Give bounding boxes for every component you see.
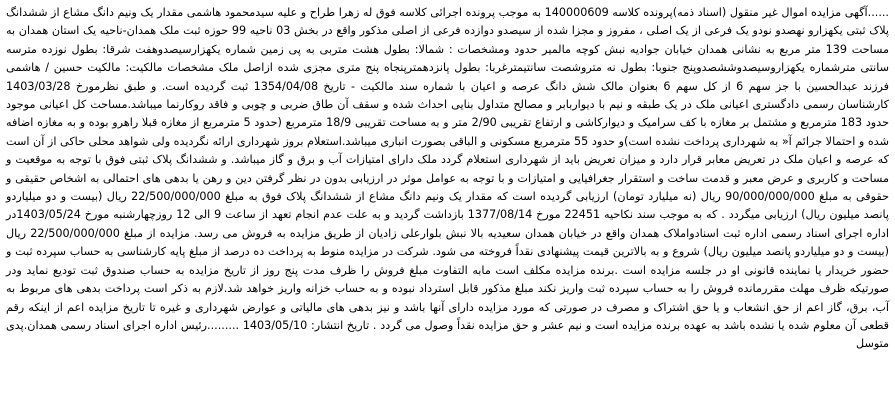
- auction-notice-text: ......آگهی مزایده اموال غیر منقول (اسناد ذمه)پرونده کلاسه 140000609 به موجب پرونده اجرائی کلاسه فوق له زهرا طراح و علیه سیدمحمود هاشمی مقدار یک ونیم دانگ مشاع از ششدانگ پلاک ثبتی یکهزارو نهصدو نودو یک فرعی از یک اصلی ، مفروز و مجزا شده از سیصدو دوازده فرعی از اصلی مذکور واقع در بخش 03 ناحیه 99 حوزه ثبت ملک همدان-ناحیه یک استان همدان به مساحت 139 متر مربع به نشانی همدان خیابان جوادیه نبش کوچه مالمیر حدود ومشخصات : شمالا: بطول هشت متربی به پی زمین شماره یکهزارسیصدوهفت شرقا: بطول نوزده مترسه سانتی مترشماره یکهزاروسیصدوششصدوپنج جنوبا: بطول نه متروشصت سانتیمترغربا: بطول پانزدهمترپنجاه پنج متری مجزی شده ازاصل ملک مشخصات مالکیت: مالکیت حسین / هاشمی فرزند عبدالحسین با جز سهم 6 از کل سهم 6 بعنوان مالک شش دانگ عرصه و اعیان با شماره سند مالکیت - تاریخ 1354/04/08 ثبت گردیده است. و طبق نظرمورخ 1403/03/28 کارشناسان رسمی دادگستری اعیانی ملک در یک طبقه و نیم با دیواربابر و مصالح متداول بنایی احداث شده و سقف آن طاق ضربی و چوبی و فاقد روکارنما میباشد.مساحت کل اعیانی موجود حدود 183 مترمربع و مشتمل بر مغازه با کف سرامیک و دیوارکاشی و ارتفاع تقریبی 2/90 متر و به مساحت تقریبی 18/9 مترمربع (حدود 5 مترمربع از مغازه قبلا راهرو بوده و به مغازه اضافه شده و احتمالا جرائم آ« به شهرداری پرداخت نشده است)و حدود 55 مترمربع مسکونی و الباقی بصورت انباری میباشد.استعلام بروز شهرداری ارائه نگردیده ولی شواهد محلی حاکی از آن است که عرصه و اعیان ملک در تعریض معابر قرار دارد و میزان تعریض باید از شهرداری استعلام گردد ملک دارای امتیازات آب و برق و گاز میباشد. و ششدانگ پلاک ثبتی فوق با توجه به موقعیت و مساحت و کاربری و عرض معبر و قدمت ساخت و استقرار جغرافیایی و امتیازات و با توجه به عوامل موثر در ارزیابی بدون در نظر گرفتن دین و رهن یا بدهی های احتمالی به اشخاص حقیقی و حقوقی به مبلغ 90/000/000/000 ریال (نه میلیارد تومان) ارزیابی گردیده است که مقدار یک ونیم دانگ مشاع از ششدانگ پلاک فوق به مبلغ 22/500/000/000 ریال (بیست و دو میلیاردو پانصد میلیون ریال) ارزیابی میگردد . که به موجب سند نکاحیه 22451 مورخ 1377/08/14 بازداشت گردید و به علت عدم انجام تعهد از ساعت 9 الی 12 روزچهارشنبه مورخ 1403/05/24در اداره اجرای اسناد رسمی اداره ثبت اسنادواملاک همدان واقع در خیابان همدان سعیدیه بالا نبش بلوارعلی زادیان از طریق مزایده به فروش می رسد. مزایده از مبلغ 22/500/000/000 ریال (بیست و دو میلیاردو پانصد میلیون ریال) شروع و به بالاترین قیمت پیشنهادی نقداً فروخته می شود. شرکت در مزایده منوط به پرداخت ده درصد از مبلغ پایه کارشناسی به حساب سپرده ثبت و حضور خریدار یا نماینده قانونی او در جلسه مزایده است .برنده مزایده مکلف است مابه التفاوت مبلغ فروش را ظرف مدت پنج روز از تاریخ مزایده به حساب صندوق ثبت تودیع نماید ودر صورتیکه ظرف مهلت مقررمانده فروش را به حساب سپرده ثبت واریز نکند مبلغ مذکور قابل استرداد نبوده و به حساب خزانه واریز خواهد شد.لازم به ذکر است پرداخت بدهی های مربوط به آب، برق، گاز اعم از حق انشعاب و یا حق اشتراک و مصرف در صورتی که مورد مزایده دارای آنها باشد و نیز بدهی های مالیاتی و عوارض شهرداری و غیره تا تاریخ مزایده اعم از اینکه رقم قطعی آن معلوم شده یا نشده باشد به عهده برنده مزایده است و نیم عشر و حق مزایده نقداً وصول می گردد . تاریخ انتشار: 1403/05/10 .........رئیس اداره اجرای اسناد رسمی همدان.پدی متوسل: [6, 6, 890, 351]
